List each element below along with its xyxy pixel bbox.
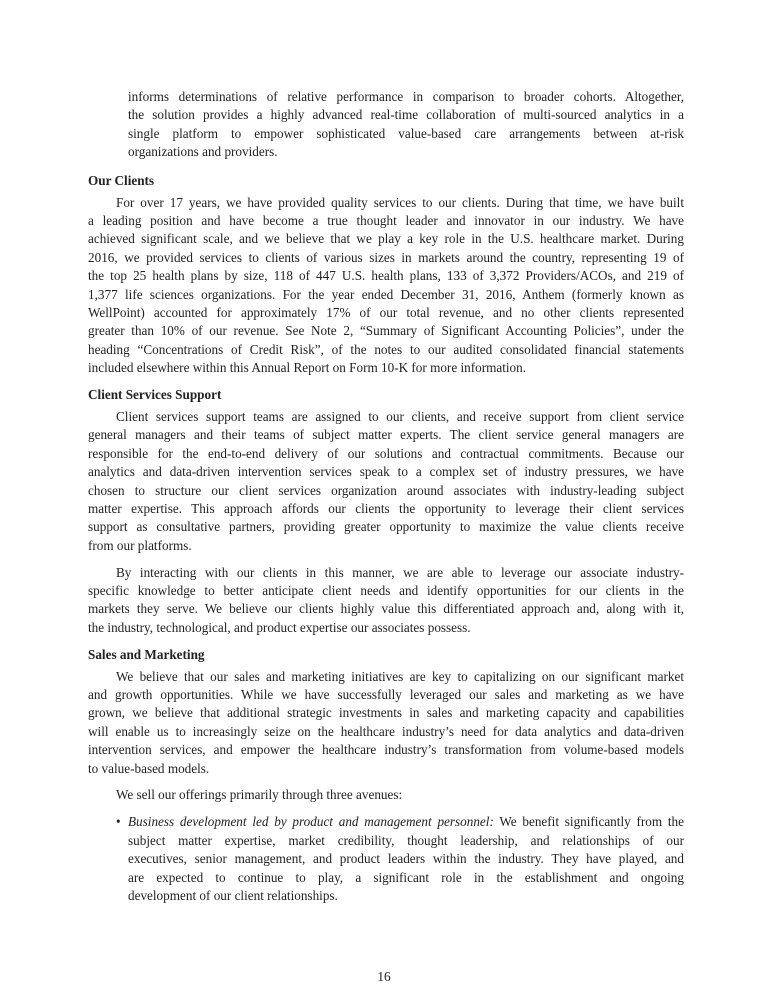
text-line: subject matter expertise, market credibility, thought leadership, and relationships of our [128,832,684,848]
text-line: support as consultative partners, providing greater opportunity to maximize the value clients receive [88,519,684,535]
section-heading: Sales and Marketing [88,646,205,662]
paragraph [88,194,684,378]
page-number: 16 [377,969,391,984]
text-line: single platform to empower sophisticated value-based care arrangements between at-risk [128,125,684,141]
text-line: specific knowledge to better anticipate client needs and identify opportunities for our clients in the [88,582,684,598]
text-line: 1,377 life sciences organizations. For the year ended December 31, 2016, Anthem (formerly known as [88,286,684,302]
bullet-first-line-rest: We benefit significantly from the [499,814,684,830]
text-line: We sell our offerings primarily through three avenues: [116,787,403,803]
text-line: included elsewhere within this Annual Report on Form 10-K for more information. [88,360,527,376]
text-line: informs determinations of relative performance in comparison to broader cohorts. Altogether, [128,89,684,104]
text-line: are expected to continue to play, a significant role in the establishment and ongoing [128,869,684,885]
section-heading: Our Clients [88,172,155,188]
text-line: analytics and data-driven intervention services speak to a complex set of industry pressures, we have [88,464,684,480]
text-line: We believe that our sales and marketing initiatives are key to capitalizing on our significant market [116,668,684,684]
bullet-marker: • [116,814,121,830]
section-heading: Client Services Support [88,386,222,402]
text-line: intervention services, and empower the healthcare industry’s transformation from volume-based models [88,742,684,758]
paragraph [88,786,684,804]
text-line: By interacting with our clients in this manner, we are able to leverage our associate industry- [116,564,684,580]
bullet-item [116,813,684,905]
text-line: heading “Concentrations of Credit Risk”, of the notes to our audited consolidated financial statements [88,341,684,357]
text-line: to value-based models. [88,760,210,776]
text-line: For over 17 years, we have provided quality services to our clients. During that time, we have built [116,194,684,210]
text-line: grown, we believe that additional strategic investments in sales and marketing capacity and capabilities [88,705,684,721]
text-line: matter expertise. This approach affords our clients the opportunity to leverage their client services [88,500,684,516]
text-line: organizations and providers. [128,144,278,160]
text-line: 2016, we provided services to clients of various sizes in markets around the country, representing 19 of [88,249,684,265]
text-line: WellPoint) accounted for approximately 17% of our total revenue, and no other clients represented [88,304,684,320]
text-line: greater than 10% of our revenue. See Note 2, “Summary of Significant Accounting Policies”, under the [88,323,684,339]
text-line: general managers and their teams of subject matter experts. The client service general managers are [88,427,684,443]
text-line: chosen to structure our client services organization around associates with industry-leading subject [88,482,684,498]
text-line: will enable us to increasingly seize on the healthcare industry’s need for data analytics and data-driven [88,723,684,739]
paragraph [88,668,684,778]
text-line: the solution provides a highly advanced real-time collaboration of multi-sourced analytics in a [128,107,684,123]
text-line: markets they serve. We believe our clients highly value this differentiated approach and, along with it, [88,601,684,617]
text-line: the industry, technological, and product expertise our associates possess. [88,619,471,635]
bullet-first-line [128,813,684,831]
text-line: Client services support teams are assigned to our clients, and receive support from client service [116,408,684,424]
paragraph [88,564,684,638]
bullet-lead: Business development led by product and management personnel: [128,814,494,830]
text-line: from our platforms. [88,537,192,553]
text-line: the top 25 health plans by size, 118 of 447 U.S. health plans, 133 of 3,372 Providers/ACOs, and 219 of [88,268,684,284]
text-line: and growth opportunities. While we have successfully leveraged our sales and marketing as we have [88,687,684,702]
intro-block [128,88,684,162]
text-line: achieved significant scale, and we believe that we play a key role in the U.S. healthcare market. During [88,231,684,247]
text-line: development of our client relationships. [128,887,338,903]
text-line: responsible for the end-to-end delivery of our solutions and contractual commitments. Because our [88,445,684,461]
paragraph [88,408,684,555]
document-page [88,88,684,905]
text-line: a leading position and have become a true thought leader and innovator in our industry. We have [88,212,684,228]
text-line: executives, senior management, and product leaders within the industry. They have played, and [128,851,684,867]
